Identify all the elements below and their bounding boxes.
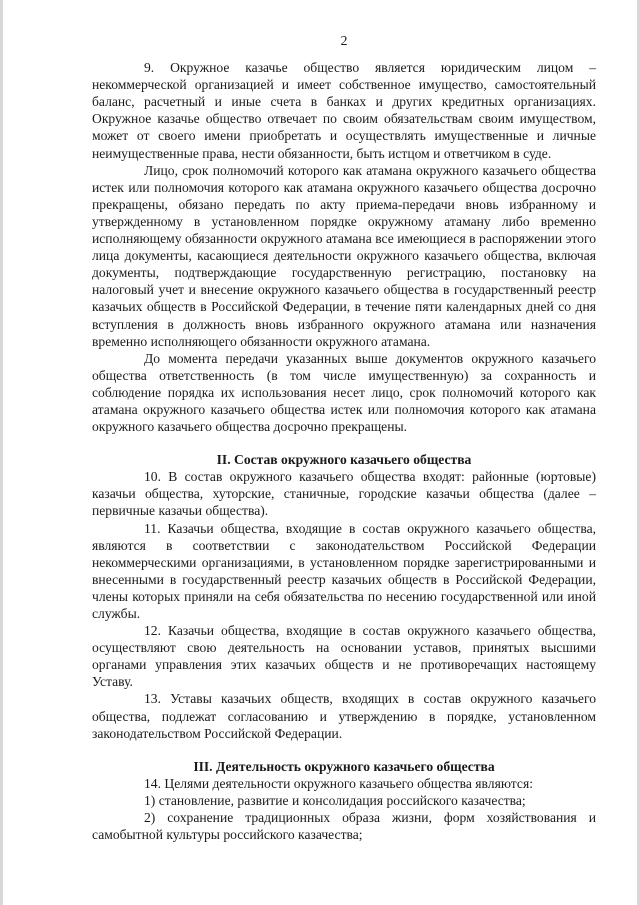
section-2-heading: II. Состав окружного казачьего общества bbox=[216, 452, 472, 468]
paragraph-ataman-transfer: Лицо, срок полномочий которого как атамана окружного казачьего общества истек или полномочия которого как атамана окружного казачьего общества досрочно прекращены, обязано передать по акту приема-передачи вновь избранному и утвержденному в установленном порядке окружному атаману либо временно исполняющему обязанности окружного атамана все имеющиеся в распоряжении этого лица документы, касающиеся деятельности окружного казачьего общества, включая документы, подтверждающие государственную регистрацию, постановку на налоговый учет и внесение окружного казачьего общества в государственный реестр казачьих обществ в Российской Федерации, в течение пяти календарных дней со дня вступления в должность вновь избранного окружного атамана или назначения временно исполняющего обязанности окружного атамана. bbox=[92, 162, 596, 349]
paragraph-11: 11. Казачьи общества, входящие в состав окружного казачьего общества, являются в соответствии с законодательством Российской Федерации некоммерческими организациями, в установленном порядке зарегистрированными и внесенными в государственный реестр казачьих обществ в Российской Федерации, члены которых приняли на себя обязательства по несению государственной или иной службы. bbox=[92, 520, 596, 621]
section-2 bbox=[92, 468, 596, 742]
paragraph-responsibility: До момента передачи указанных выше документов окружного казачьего общества ответственность (в том числе имущественную) за сохранность и соблюдение порядка их использования несет лицо, срок полномочий которого как атамана окружного казачьего общества истек или полномочия которого как атамана окружного казачьего общества досрочно прекращены. bbox=[92, 350, 596, 435]
section-3-heading: III. Деятельность окружного казачьего общества bbox=[193, 758, 495, 774]
paragraph-9: 9. Окружное казачье общество является юридическим лицом – некоммерческой организацией и имеет собственное имущество, самостоятельный баланс, расчетный и иные счета в банках и других кредитных организациях. Окружное казачье общество отвечает по своим обязательствам своим имуществом, может от своего имени приобретать и осуществлять имущественные и личные неимущественные права, нести обязанности, быть истцом и ответчиком в суде. bbox=[92, 60, 596, 161]
section-1 bbox=[92, 59, 596, 435]
list-item-1: 1) становление, развитие и консолидация российского казачества; bbox=[144, 792, 526, 808]
page-number: 2 bbox=[340, 33, 348, 48]
document-page bbox=[92, 32, 596, 843]
list-item-2: 2) сохранение традиционных образа жизни, форм хозяйствования и самобытной культуры российского казачества; bbox=[92, 810, 596, 843]
paragraph-13: 13. Уставы казачьих обществ, входящих в состав окружного казачьего общества, подлежат согласованию и утверждению в порядке, установленном законодательством Российской Федерации. bbox=[92, 691, 596, 741]
section-3 bbox=[92, 775, 596, 843]
paragraph-12: 12. Казачьи общества, входящие в состав окружного казачьего общества, осуществляют свою деятельность на основании уставов, принятых высшими органами управления этих казачьих обществ и не противоречащих настоящему Уставу. bbox=[92, 623, 596, 690]
paragraph-14: 14. Целями деятельности окружного казачьего общества являются: bbox=[144, 775, 533, 791]
paragraph-10: 10. В состав окружного казачьего общества входят: районные (юртовые) казачьи общества, хуторские, станичные, городские казачьи общества (далее – первичные казачьи общества). bbox=[92, 469, 596, 519]
